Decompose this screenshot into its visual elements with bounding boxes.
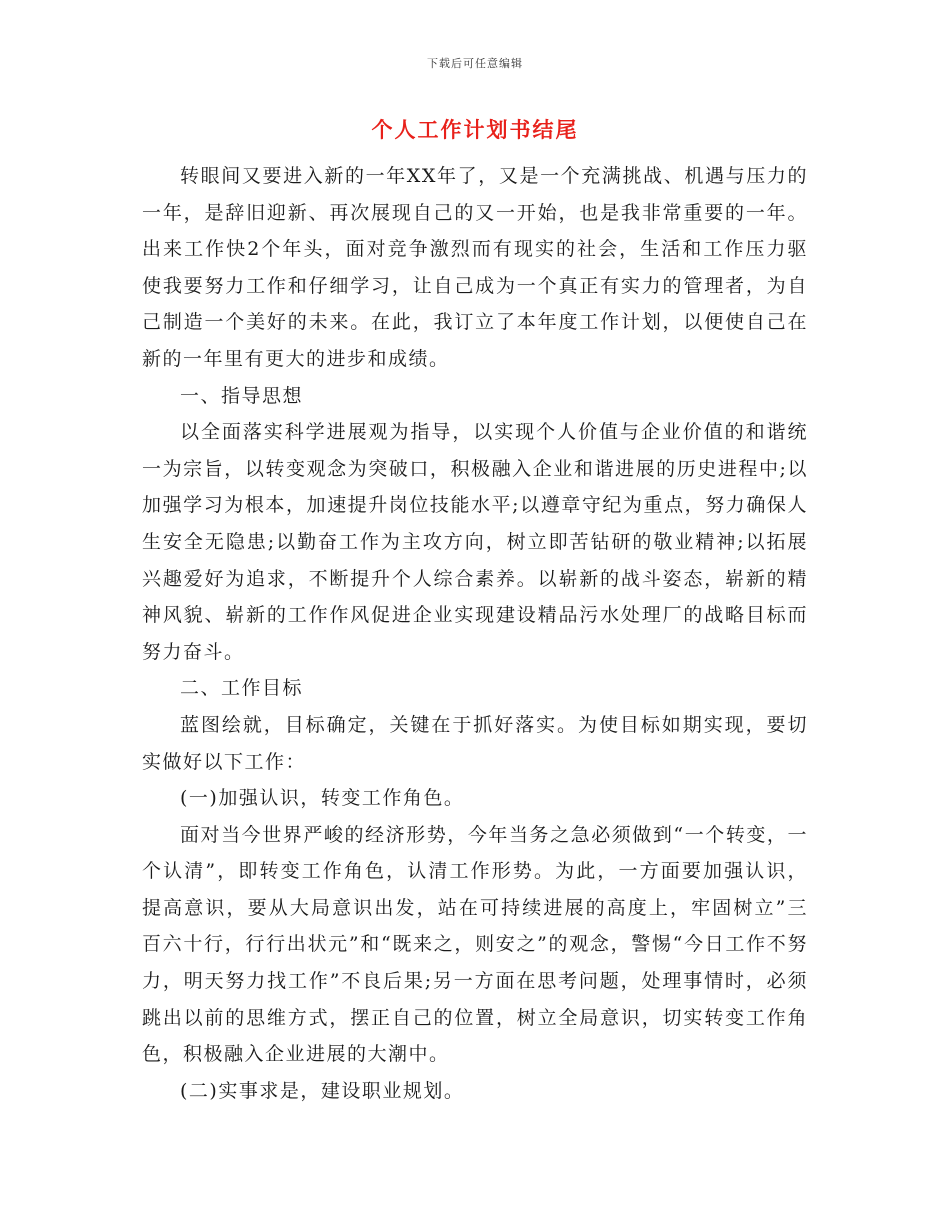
section-heading-work-goals: 二、工作目标 [180, 677, 304, 700]
strengthen-awareness-paragraph: 面对当今世界严峻的经济形势，今年当务之急必须做到“一个转变，一个认清”，即转变工作角色，认清工作形势。为此，一方面要加强认识，提高意识，要从大局意识出发，站在可持续进展的高度上，牢固树立”三百六十行，行行出状元”和“既来之，则安之”的观念，警惕“今日工作不努力，明天努力找工作”不良后果;另一方面在思考问题，处理事情时，必须跳出以前的思维方式，摆正自己的位置，树立全局意识，切实转变工作角色，积极融入企业进展的大潮中。 [142, 823, 808, 1066]
header-note: 下载后可任意编辑 [427, 57, 523, 70]
intro-paragraph: 转眼间又要进入新的一年XX年了，又是一个充满挑战、机遇与压力的一年，是辞旧迎新、再次展现自己的又一开始，也是我非常重要的一年。出来工作快2个年头，面对竞争激烈而有现实的社会，生活和工作压力驱使我要努力工作和仔细学习，让自己成为一个真正有实力的管理者，为自己制造一个美好的未来。在此，我订立了本年度工作计划，以便使自己在新的一年里有更大的进步和成绩。 [142, 165, 808, 370]
section-heading-guiding-thought: 一、指导思想 [180, 384, 304, 407]
document-title: 个人工作计划书结尾 [371, 117, 579, 142]
document-body [142, 158, 808, 1109]
subheading-career-planning: (二)实事求是，建设职业规划。 [180, 1079, 465, 1102]
work-goals-paragraph: 蓝图绘就，目标确定，关键在于抓好落实。为使目标如期实现，要切实做好以下工作： [142, 713, 808, 773]
subheading-strengthen-awareness: (一)加强认识，转变工作角色。 [180, 787, 465, 810]
guiding-thought-paragraph: 以全面落实科学进展观为指导，以实现个人价值与企业价值的和谐统一为宗旨，以转变观念为突破口，积极融入企业和谐进展的历史进程中;以加强学习为根本，加速提升岗位技能水平;以遵章守纪为重点，努力确保人生安全无隐患;以勤奋工作为主攻方向，树立即苦钻研的敬业精神;以拓展兴趣爱好为追求，不断提升个人综合素养。以崭新的战斗姿态，崭新的精神风貌、崭新的工作作风促进企业实现建设精品污水处理厂的战略目标而努力奋斗。 [142, 421, 808, 663]
